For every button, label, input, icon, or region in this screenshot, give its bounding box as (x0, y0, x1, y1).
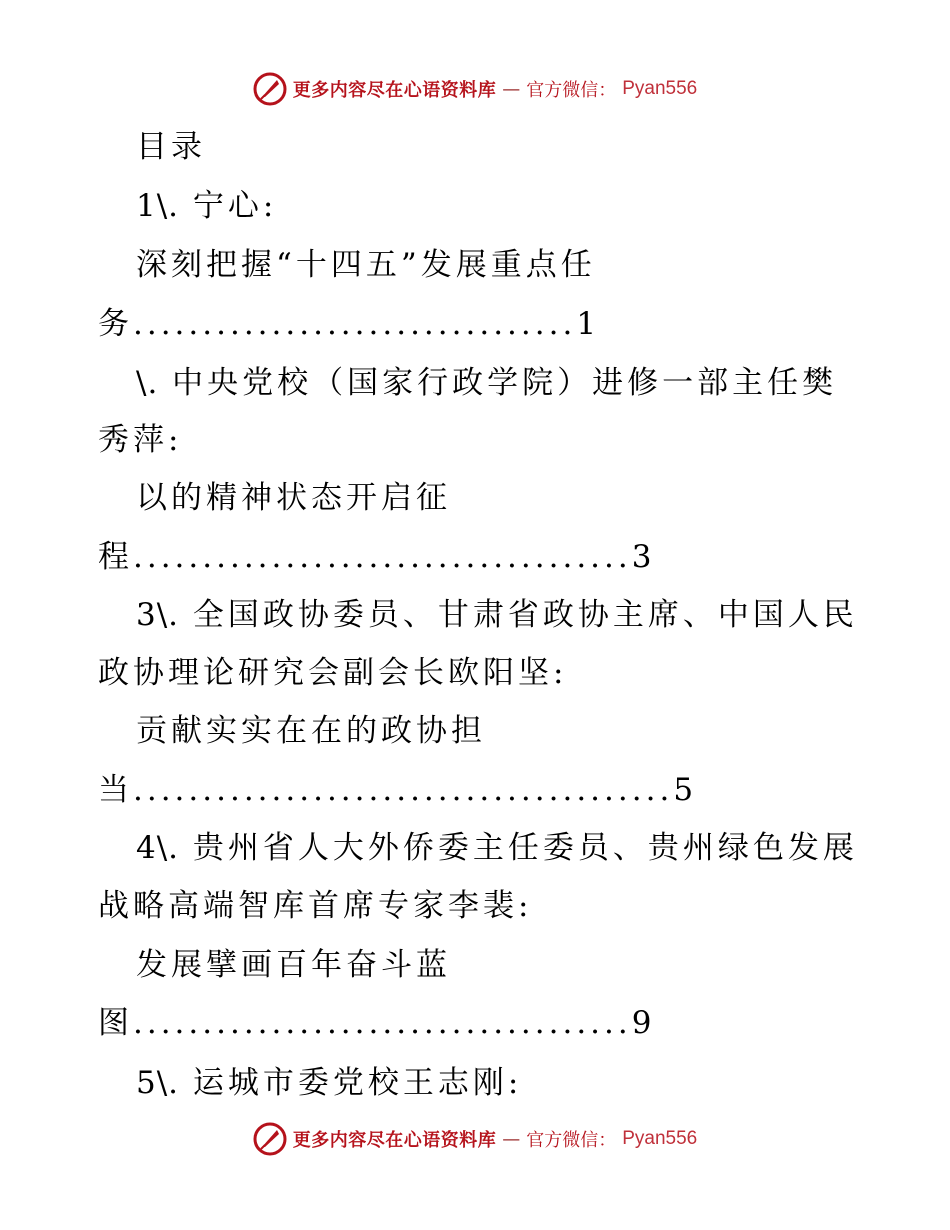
toc-entry-4-prefix: 4\. (136, 830, 180, 866)
toc-entry-1-leader[interactable] (0, 304, 950, 344)
toc-entry-3-dots: ....................................... (133, 772, 674, 808)
toc-entry-2-page: 3 (631, 539, 653, 575)
toc-entry-4-leader[interactable] (0, 1003, 950, 1043)
toc-entry-4-org-cont: 战略高端智库首席专家李裴: (98, 888, 533, 924)
watermark-main-text: 更多内容尽在心语资料库 (292, 80, 497, 101)
toc-entry-4-page: 9 (631, 1005, 653, 1041)
toc-entry-4-dots: .................................... (133, 1005, 632, 1041)
watermark-id: Pyan556 (622, 1128, 698, 1149)
toc-entry-3-heading (0, 595, 950, 635)
toc-entry-2-leader[interactable] (0, 537, 950, 577)
toc-entry-1-tail: 务 (98, 306, 133, 342)
watermark-id: Pyan556 (622, 78, 698, 99)
toc-entry-5-heading (0, 1063, 950, 1103)
toc-entry-4-tail: 图 (98, 1005, 133, 1041)
toc-entry-4-title: 发展擘画百年奋斗蓝 (136, 947, 451, 983)
toc-title: 目录 (136, 129, 206, 165)
watermark-separator: — (502, 78, 521, 100)
toc-entry-1-heading (0, 186, 950, 226)
toc-entry-4-heading (0, 828, 950, 868)
toc-entry-1-page: 1 (576, 306, 598, 342)
toc-entry-2-title: 以的精神状态开启征 (136, 480, 451, 516)
toc-entry-3-prefix: 3\. (136, 597, 180, 633)
toc-entry-5-prefix: 5\. (136, 1065, 180, 1101)
toc-entry-1-prefix: 1\. (136, 188, 180, 224)
toc-entry-3-page: 5 (673, 772, 695, 808)
toc-entry-2-dots: .................................... (133, 539, 632, 575)
toc-entry-3-org: 全国政协委员、甘肃省政协主席、中国人民 (192, 597, 858, 633)
watermark-suffix: 官方微信： (526, 1130, 617, 1151)
watermark-separator: — (502, 1128, 521, 1150)
toc-entry-2-org-cont: 秀萍: (98, 422, 183, 458)
toc-entry-2-heading (0, 363, 950, 403)
toc-entry-2-org: 中央党校（国家行政学院）进修一部主任樊 (172, 365, 838, 401)
toc-entry-5-org: 运城市委党校王志刚: (192, 1065, 523, 1101)
toc-entry-3-tail: 当 (98, 772, 133, 808)
toc-entry-1-dots: ................................ (133, 306, 577, 342)
toc-entry-3-title: 贡献实实在在的政协担 (136, 713, 486, 749)
header-watermark (0, 72, 950, 106)
watermark-main-text: 更多内容尽在心语资料库 (292, 1130, 497, 1151)
toc-entry-2-tail: 程 (98, 539, 133, 575)
toc-entry-1-org: 宁心: (192, 188, 278, 224)
toc-entry-3-leader[interactable] (0, 770, 950, 810)
feather-logo-icon (253, 1122, 287, 1156)
footer-watermark (0, 1122, 950, 1156)
toc-entry-2-prefix: \. (136, 365, 159, 401)
toc-entry-3-org-cont: 政协理论研究会副会长欧阳坚: (98, 655, 568, 691)
feather-logo-icon (253, 72, 287, 106)
toc-entry-4-org: 贵州省人大外侨委主任委员、贵州绿色发展 (192, 830, 858, 866)
toc-entry-1-title: 深刻把握“十四五”发展重点任 (136, 247, 596, 283)
watermark-suffix: 官方微信： (526, 80, 617, 101)
